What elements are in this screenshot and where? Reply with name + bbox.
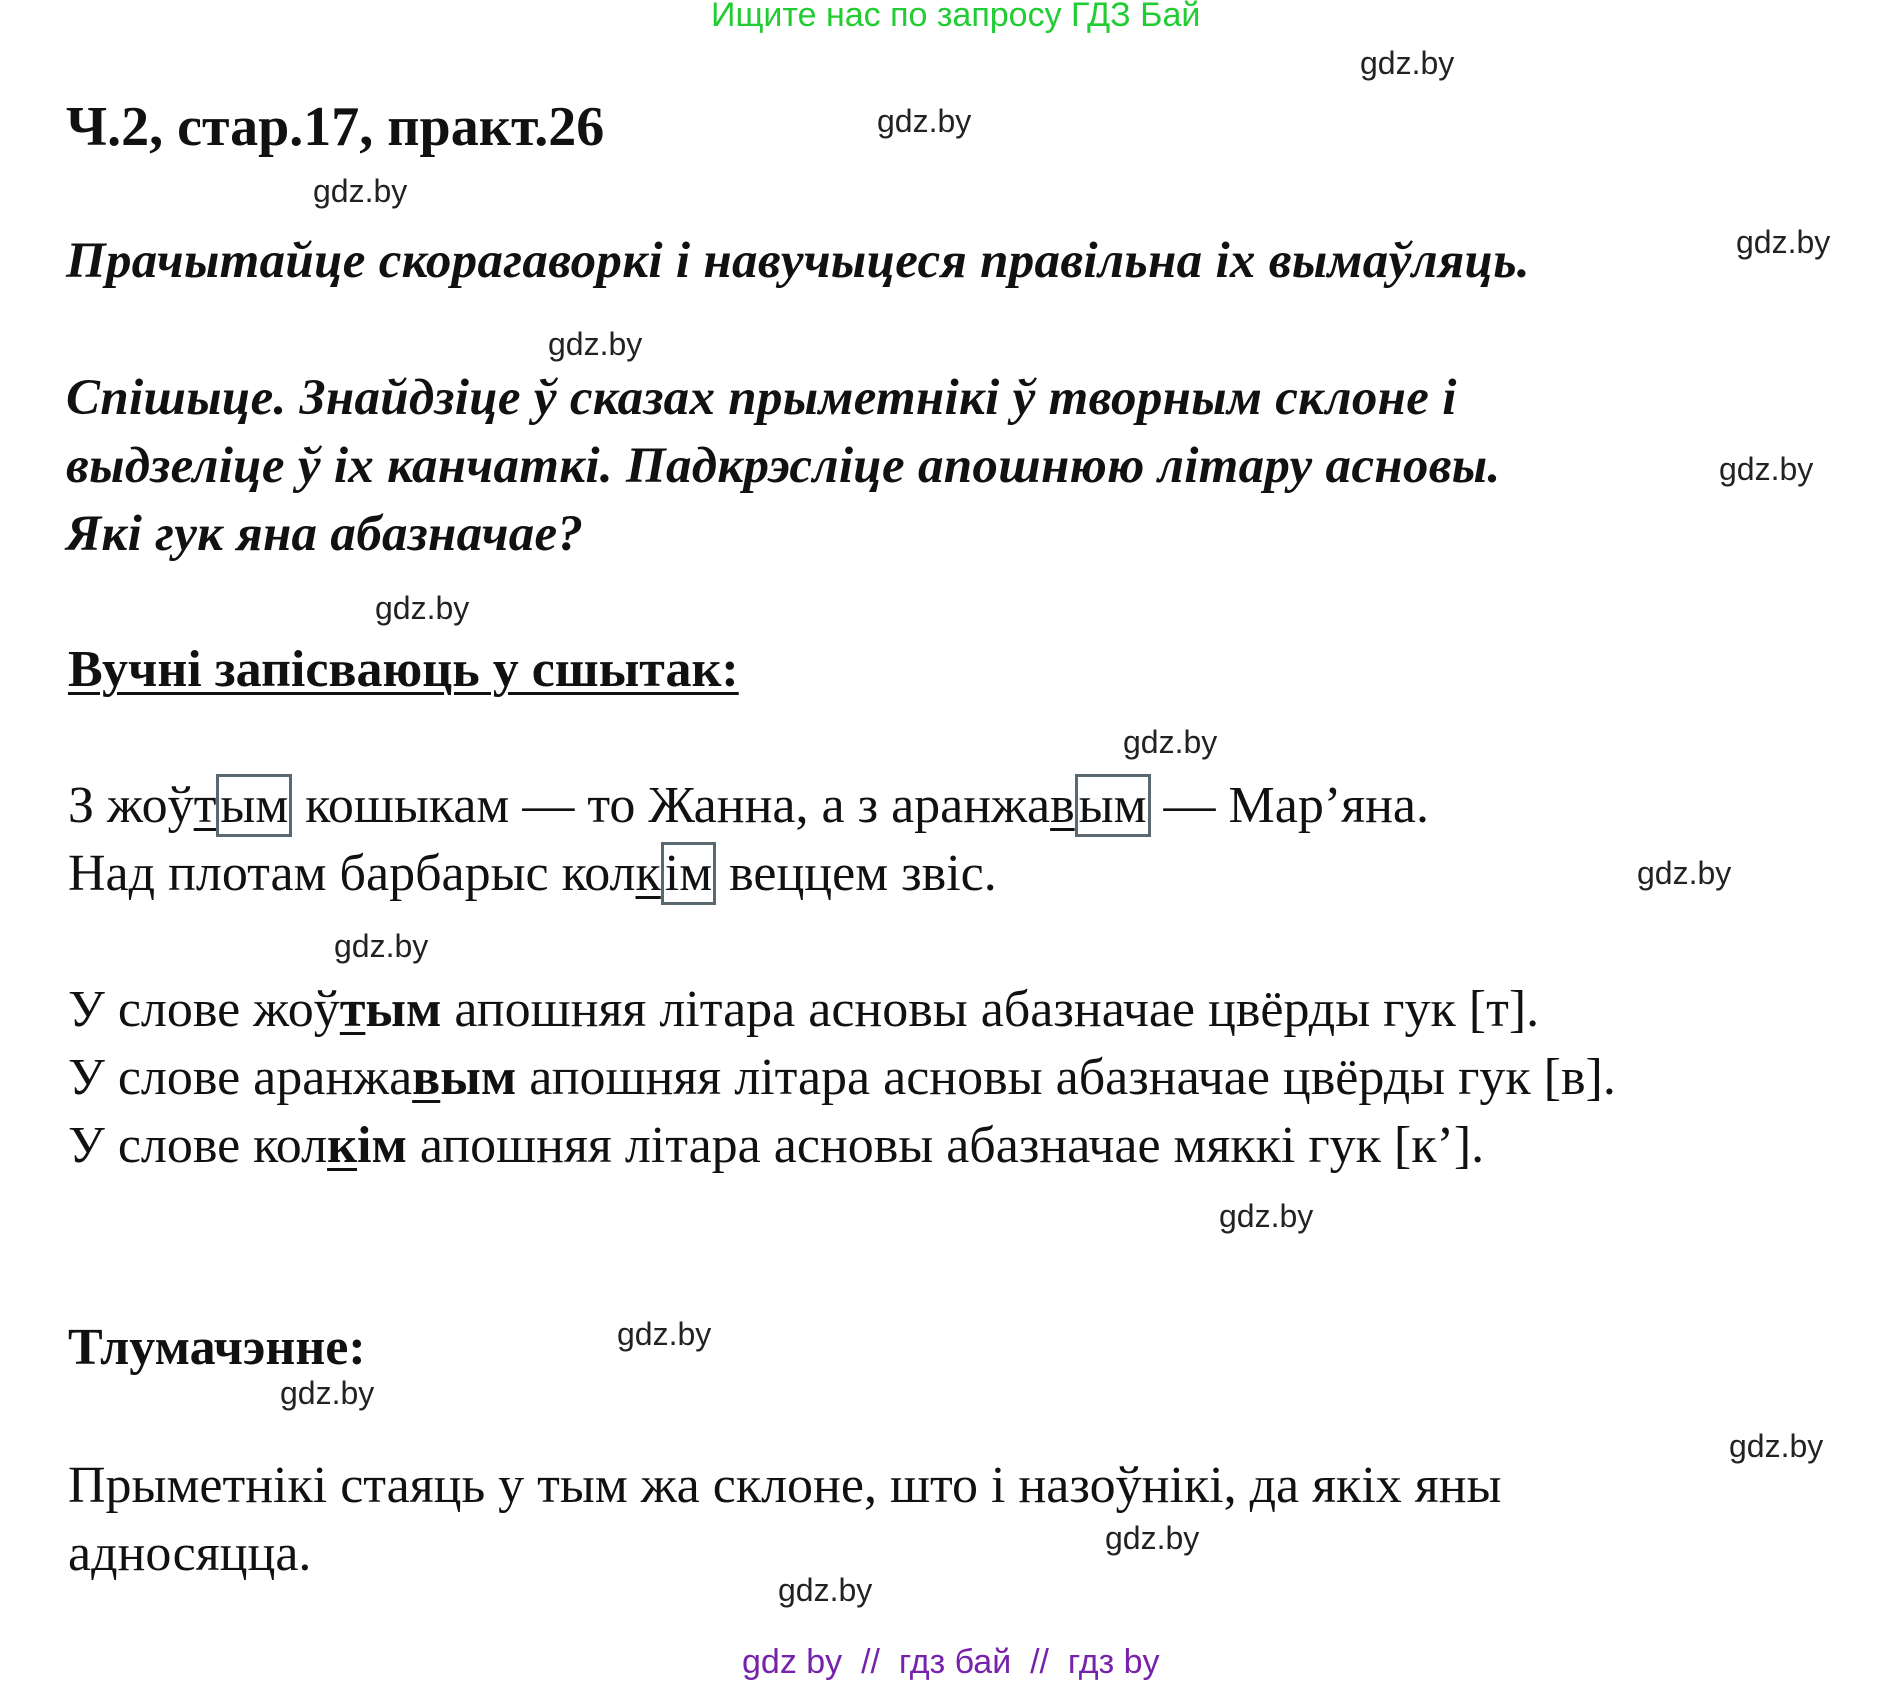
sentence-text: Над плотам барбарыс кол: [68, 845, 636, 902]
analysis-text: У слове жоў: [68, 981, 340, 1038]
stem-letter: т: [339, 981, 366, 1038]
watermark: gdz.by: [1360, 45, 1455, 81]
explanation-line-1: Прыметнікі стаяць у тым жа склоне, што і назоўнікі, да якіх яны: [68, 1457, 1502, 1514]
notebook-heading: Вучні запісваюць у сшытак:: [68, 641, 739, 698]
task-instruction-1: Прачытайце скорагаворкі і навучыцеся правільна іх вымаўляць.: [66, 233, 1530, 289]
task-instruction-2-line1: Спішыце. Знайдзіце ў сказах прыметнікі ў творным склоне і: [66, 370, 1457, 426]
top-banner: Ищите нас по запросу ГДЗ Бай: [711, 0, 1201, 34]
page-title: Ч.2, стар.17, практ.26: [66, 96, 605, 158]
stem-letter: т: [193, 777, 217, 834]
watermark: gdz.by: [548, 326, 643, 362]
sentence-text: — Мар’яна.: [1150, 777, 1429, 834]
ending-bold: ым: [440, 1049, 517, 1106]
stem-letter: к: [327, 1117, 358, 1174]
watermark: gdz.by: [1219, 1198, 1314, 1234]
watermark: gdz.by: [877, 103, 972, 139]
watermark: gdz.by: [1637, 855, 1732, 891]
ending-box: ым: [1075, 774, 1151, 837]
watermark: gdz.by: [778, 1572, 873, 1608]
stem-letter: к: [635, 845, 661, 902]
stem-letter: в: [1050, 777, 1075, 834]
watermark: gdz.by: [1105, 1520, 1200, 1556]
ending-box: ым: [216, 774, 292, 837]
watermark: gdz.by: [617, 1316, 712, 1352]
analysis-line-3: [68, 1116, 1484, 1175]
watermark: gdz.by: [334, 928, 429, 964]
watermark: gdz.by: [280, 1375, 375, 1411]
sentence-text: кошыкам — то Жанна, а з аранжа: [292, 777, 1051, 834]
analysis-text: апошняя літара асновы абазначае цвёрды гук [в].: [516, 1049, 1616, 1106]
analysis-text: У слове аранжа: [68, 1049, 413, 1106]
watermark: gdz.by: [375, 590, 470, 626]
watermark: gdz.by: [1719, 451, 1814, 487]
stem-letter: в: [412, 1049, 441, 1106]
ending-bold: ім: [357, 1117, 407, 1174]
bottom-banner: gdz by // гдз бай // гдз by: [742, 1643, 1160, 1681]
task-instruction-2-line3: Які гук яна абазначае?: [66, 506, 584, 562]
ending-box: ім: [661, 842, 716, 905]
watermark: gdz.by: [1729, 1428, 1824, 1464]
analysis-text: апошняя літара асновы абазначае мяккі гук [к’].: [406, 1117, 1485, 1174]
sentence-text: З жоў: [68, 777, 194, 834]
watermark: gdz.by: [313, 173, 408, 209]
explanation-heading: Тлумачэнне:: [68, 1319, 366, 1376]
task-instruction-2-line2: выдзеліце ў іх канчаткі. Падкрэсліце апошнюю літару асновы.: [66, 438, 1501, 494]
tongue-twister-2: [68, 844, 997, 903]
analysis-line-2: [68, 1048, 1616, 1107]
sentence-text: веццем звіс.: [716, 845, 997, 902]
analysis-line-1: [68, 980, 1539, 1039]
tongue-twister-1: [68, 776, 1429, 835]
watermark: gdz.by: [1123, 724, 1218, 760]
watermark: gdz.by: [1736, 224, 1831, 260]
explanation-line-2: адносяцца.: [68, 1525, 312, 1582]
ending-bold: ым: [365, 981, 442, 1038]
analysis-text: апошняя літара асновы абазначае цвёрды гук [т].: [441, 981, 1540, 1038]
analysis-text: У слове кол: [68, 1117, 328, 1174]
